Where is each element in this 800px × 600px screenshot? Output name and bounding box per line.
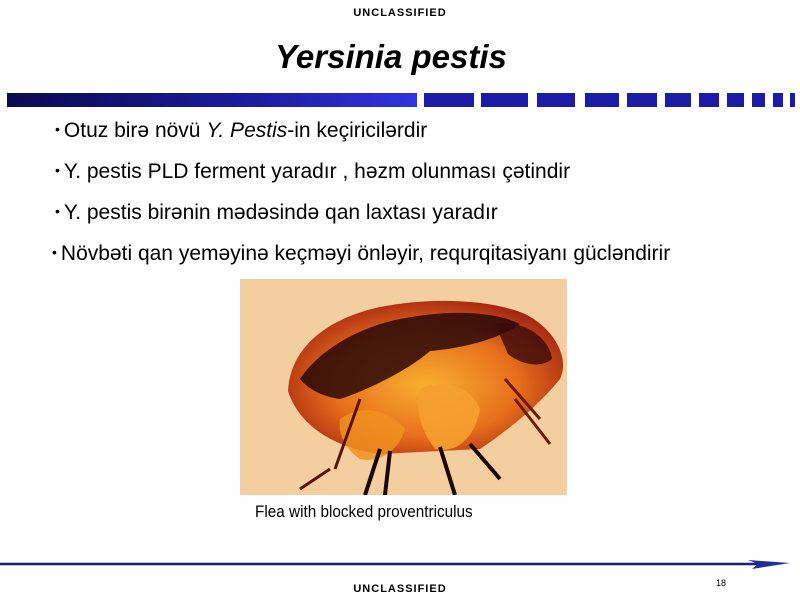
flea-micrograph-image bbox=[240, 279, 567, 495]
bullet-list bbox=[52, 116, 755, 280]
bullet-item: • Y. pestis PLD ferment yaradır , həzm olunması çətindir bbox=[55, 160, 571, 183]
bullet-item: • Otuz birə növü Y. Pestis-in keçiricilərdir bbox=[55, 119, 428, 142]
bullet-item: • Növbəti qan yeməyinə keçməyi önləyir, requrqitasiyanı gücləndirir bbox=[52, 242, 671, 265]
title-decoration-bar bbox=[7, 93, 795, 107]
footer-divider bbox=[0, 560, 790, 570]
page-number: 18 bbox=[716, 578, 727, 588]
classification-header: UNCLASSIFIED bbox=[353, 7, 447, 19]
image-caption: Flea with blocked proventriculus bbox=[255, 502, 473, 521]
slide-title: Yersinia pestis bbox=[275, 38, 507, 75]
classification-footer: UNCLASSIFIED bbox=[353, 583, 447, 595]
bullet-item: • Y. pestis birənin mədəsində qan laxtası yaradır bbox=[55, 201, 498, 224]
